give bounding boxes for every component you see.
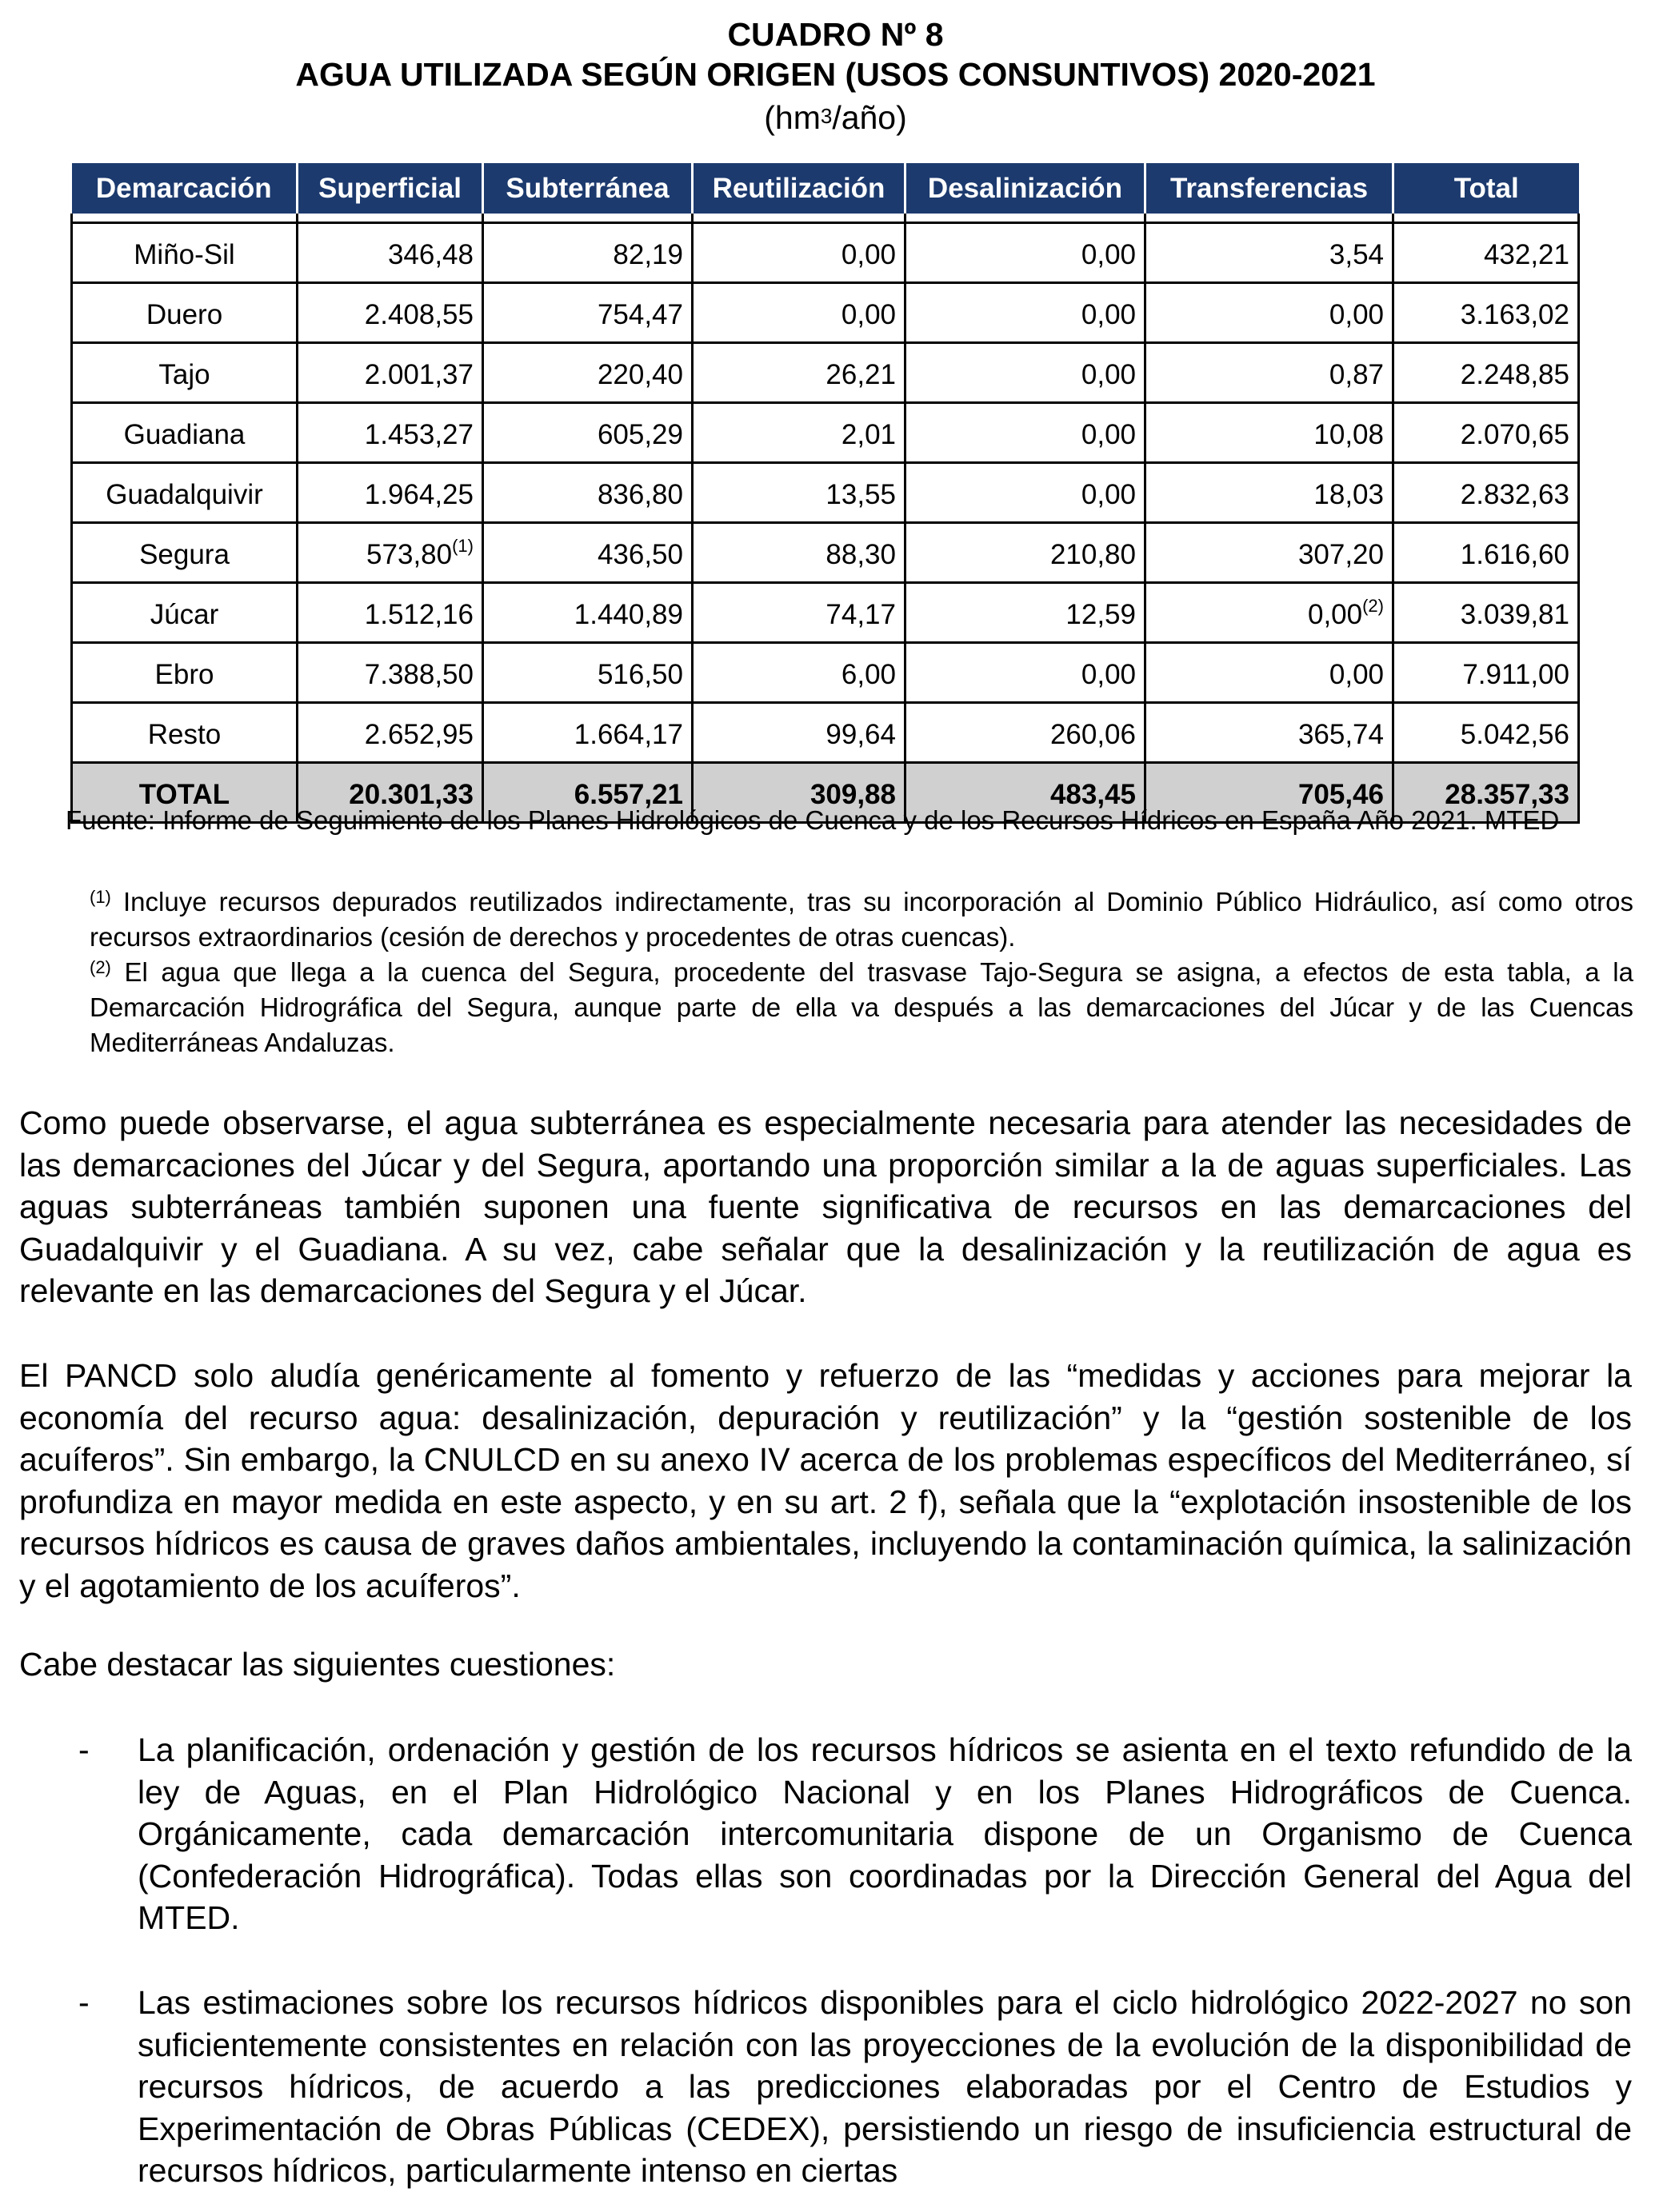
table-row: [72, 343, 1579, 403]
bullet-item-2: Las estimaciones sobre los recursos hídricos disponibles para el ciclo hidrológico 2022-2027 no son suficientemente consistentes en relación con las proyecciones de la evolución de la disponibilidad de recursos hídricos, de acuerdo a las predicciones elaboradas por el Centro de Estudios y Experimentación de Obras Públicas (CEDEX), persistiendo un riesgo de insuficiencia estructural de recursos hídricos, particularmente intenso en ciertas: [138, 1984, 1632, 2189]
cell-value: 1.453,27: [364, 419, 474, 450]
cell-value: 0,00: [1081, 419, 1136, 450]
cell-value: 307,20: [1297, 539, 1384, 570]
cell-value: 436,50: [597, 539, 683, 570]
cell-value: 309,88: [810, 779, 896, 810]
cell-value: Tajo: [158, 359, 210, 390]
cell-total: [1393, 523, 1579, 583]
cell-subterranea: [483, 343, 693, 403]
cell-value: 0,00: [1081, 659, 1136, 690]
cell-reutilizacion: [693, 703, 905, 763]
cell-subterranea: [483, 403, 693, 463]
table-row: [72, 703, 1579, 763]
paragraph-2: El PANCD solo aludía genéricamente al fomento y refuerzo de las “medidas y acciones para mejorar la economía del recurso agua: desalinización, depuración y reutilización” y la “gestión sostenible de los acuíferos”. Sin embargo, la CNULCD en su anexo IV acerca de los problemas específicos del Mediterráneo, sí profundiza en mayor medida en este aspecto, y en su art. 2 f), señala que la “explotación insostenible de los recursos hídricos es causa de graves daños ambientales, incluyendo la contaminación química, la salinización y el agotamiento de los acuíferos”.: [19, 1357, 1632, 1604]
table-units: [0, 98, 1671, 138]
cell-demarcacion: [72, 643, 298, 703]
cell-transferencias: [1145, 643, 1393, 703]
cell-superficial: [298, 403, 483, 463]
cell-value: 12,59: [1065, 599, 1136, 630]
cell-value: 220,40: [597, 359, 683, 390]
cell-desalinizacion: [905, 463, 1145, 523]
cell-value: 3.039,81: [1460, 599, 1569, 630]
header-transferencias: Transferencias: [1145, 163, 1393, 214]
cell-subterranea: [483, 283, 693, 343]
cell-desalinizacion: [905, 343, 1145, 403]
header-total: Total: [1393, 163, 1579, 214]
cell-desalinizacion: [905, 283, 1145, 343]
bullet-dash-2: -: [78, 1984, 90, 2021]
cell-value: 0,00: [841, 239, 896, 270]
cell-desalinizacion: [905, 643, 1145, 703]
table-subtitle: AGUA UTILIZADA SEGÚN ORIGEN (USOS CONSUNTIVOS) 2020-2021: [295, 56, 1376, 93]
cell-value: 0,87: [1329, 359, 1384, 390]
footnote-1-mark: (1): [90, 887, 111, 907]
cell-reutilizacion: [693, 463, 905, 523]
cell-value: 516,50: [597, 659, 683, 690]
cell-value: 0,00: [841, 299, 896, 330]
cell-transferencias: [1145, 283, 1393, 343]
cell-value: 483,45: [1049, 779, 1136, 810]
cell-value: 13,55: [826, 479, 896, 510]
units-text-end: /año): [832, 99, 907, 136]
header-superficial: Superficial: [298, 163, 483, 214]
table-row: [72, 583, 1579, 643]
cell-value: 1.616,60: [1460, 539, 1569, 570]
cell-demarcacion: [72, 223, 298, 283]
cell-value: Júcar: [150, 599, 219, 630]
units-exponent: 3: [820, 104, 833, 128]
cell-transferencias: [1145, 343, 1393, 403]
header-desalinizacion: Desalinización: [905, 163, 1145, 214]
cell-value: 74,17: [826, 599, 896, 630]
cell-reutilizacion: [693, 523, 905, 583]
cell-value: 2.001,37: [364, 359, 474, 390]
cell-value: 0,00: [1329, 299, 1384, 330]
table-row: [72, 403, 1579, 463]
cell-reutilizacion: [693, 643, 905, 703]
cell-subterranea: [483, 703, 693, 763]
cell-value: 82,19: [613, 239, 683, 270]
cell-demarcacion: [72, 523, 298, 583]
table-row: [72, 283, 1579, 343]
cell-value: 10,08: [1313, 419, 1384, 450]
cell-subterranea: [483, 523, 693, 583]
cell-superficial: [298, 643, 483, 703]
cell-value: 18,03: [1313, 479, 1384, 510]
footnote-1-text: Incluye recursos depurados reutilizados indirectamente, tras su incorporación al Dominio Público Hidráulico, así como otros recursos extraordinarios (cesión de derechos y procedentes de otras cuencas).: [90, 887, 1633, 952]
cell-value: 705,46: [1297, 779, 1384, 810]
table-header-row: [72, 163, 1579, 214]
cell-reutilizacion: [693, 403, 905, 463]
cell-desalinizacion: [905, 223, 1145, 283]
cell-value: 2.408,55: [364, 299, 474, 330]
cell-value: 3,54: [1329, 239, 1384, 270]
cell-value: Guadiana: [123, 419, 246, 450]
cell-total: [1393, 403, 1579, 463]
cell-transferencias: [1145, 523, 1393, 583]
cell-value: 2.652,95: [364, 719, 474, 750]
cell-value: Resto: [147, 719, 222, 750]
header-demarcacion: Demarcación: [72, 163, 298, 214]
bullet-item-1: La planificación, ordenación y gestión de los recursos hídricos se asienta en el texto refundido de la ley de Aguas, en el Plan Hidrológico Nacional y en los Planes Hidrográficos de Cuenca. Orgánicamente, cada demarcación intercomunitaria dispone de un Organismo de Cuenca (Confederación Hidrográfica). Todas ellas son coordinadas por la Dirección General del Agua del MTED.: [138, 1731, 1632, 1936]
cell-value: Guadalquivir: [106, 479, 263, 510]
cell-superficial: [298, 583, 483, 643]
cell-value: TOTAL: [138, 779, 230, 810]
cell-value: 210,80: [1049, 539, 1136, 570]
cell-transferencias: [1145, 463, 1393, 523]
cell-value: 1.964,25: [364, 479, 474, 510]
cell-superficial: [298, 523, 483, 583]
cell-total: [1393, 703, 1579, 763]
cell-value: 1.664,17: [574, 719, 683, 750]
cell-value: 2.832,63: [1460, 479, 1569, 510]
cell-subterranea: [483, 463, 693, 523]
cell-value: 99,64: [826, 719, 896, 750]
cell-total: [1393, 583, 1579, 643]
cell-desalinizacion: [905, 703, 1145, 763]
header-subterranea: Subterránea: [483, 163, 693, 214]
table-title: CUADRO Nº 8: [727, 16, 944, 53]
cell-value: 20.301,33: [349, 779, 474, 810]
footnote-ref-1: (1): [452, 536, 474, 556]
cell-value: 2,01: [841, 419, 896, 450]
cell-desalinizacion: [905, 583, 1145, 643]
cell-value: 7.388,50: [364, 659, 474, 690]
units-text: (hm: [764, 99, 821, 136]
table-row: [72, 523, 1579, 583]
cell-value: 1.512,16: [364, 599, 474, 630]
cell-value: 28.357,33: [1445, 779, 1569, 810]
table-row: [72, 463, 1579, 523]
table-spacer-row: [72, 214, 1579, 223]
cell-transferencias: [1145, 403, 1393, 463]
cell-reutilizacion: [693, 343, 905, 403]
cell-superficial: [298, 343, 483, 403]
cell-superficial: [298, 223, 483, 283]
paragraph-1: Como puede observarse, el agua subterránea es especialmente necesaria para atender las necesidades de las demarcaciones del Júcar y del Segura, aportando una proporción similar a la de aguas superficiales. Las aguas subterráneas también suponen una fuente significativa de recursos en las demarcaciones del Guadalquivir y el Guadiana. A su vez, cabe señalar que la desalinización y la reutilización de agua es relevante en las demarcaciones del Segura y el Júcar.: [19, 1104, 1632, 1309]
cell-value: 573,80: [366, 539, 453, 570]
paragraph-3: Cabe destacar las siguientes cuestiones:: [19, 1646, 616, 1683]
cell-value: 6,00: [841, 659, 896, 690]
cell-value: 260,06: [1049, 719, 1136, 750]
cell-value: 754,47: [597, 299, 683, 330]
cell-value: 0,00: [1081, 479, 1136, 510]
cell-value: 0,00: [1081, 359, 1136, 390]
table-source: Fuente: Informe de Seguimiento de los Planes Hidrológicos de Cuenca y de los Recursos Hídricos en España Año 2021. MTED: [66, 805, 1560, 835]
cell-demarcacion: [72, 343, 298, 403]
cell-value: 836,80: [597, 479, 683, 510]
cell-value: 365,74: [1297, 719, 1384, 750]
bullet-dash-1: -: [78, 1731, 90, 1768]
cell-transferencias: [1145, 703, 1393, 763]
footnote-2-text: El agua que llega a la cuenca del Segura, procedente del trasvase Tajo-Segura se asigna, a efectos de esta tabla, a la Demarcación Hidrográfica del Segura, aunque parte de ella va después a las demarcaciones del Júcar y de las Cuencas Mediterráneas Andaluzas.: [90, 957, 1633, 1057]
table-row: [72, 223, 1579, 283]
cell-value: 26,21: [826, 359, 896, 390]
cell-value: 3.163,02: [1460, 299, 1569, 330]
cell-transferencias: [1145, 223, 1393, 283]
footnote-2-mark: (2): [90, 957, 111, 977]
footnote-1: [90, 884, 1633, 955]
cell-value: 88,30: [826, 539, 896, 570]
cell-subterranea: [483, 223, 693, 283]
cell-value: Ebro: [154, 659, 214, 690]
cell-demarcacion: [72, 463, 298, 523]
water-usage-table: [70, 163, 1580, 824]
cell-superficial: [298, 463, 483, 523]
cell-value: 0,00: [1329, 659, 1384, 690]
cell-value: 0,00: [1081, 299, 1136, 330]
cell-value: 7.911,00: [1462, 659, 1569, 690]
cell-total: [1393, 343, 1579, 403]
footnote-ref-2: (2): [1362, 596, 1384, 616]
cell-value: 0,00: [1307, 599, 1363, 630]
cell-superficial: [298, 283, 483, 343]
cell-total: [1393, 643, 1579, 703]
cell-value: 2.248,85: [1460, 359, 1569, 390]
cell-total: [1393, 463, 1579, 523]
cell-total: [1393, 283, 1579, 343]
cell-demarcacion: [72, 403, 298, 463]
cell-reutilizacion: [693, 223, 905, 283]
table-row: [72, 643, 1579, 703]
cell-value: 432,21: [1483, 239, 1569, 270]
cell-superficial: [298, 703, 483, 763]
cell-value: Miño-Sil: [134, 239, 235, 270]
cell-subterranea: [483, 643, 693, 703]
footnote-2: [90, 955, 1633, 1060]
cell-transferencias: [1145, 583, 1393, 643]
cell-demarcacion: [72, 703, 298, 763]
cell-desalinizacion: [905, 403, 1145, 463]
cell-value: 6.557,21: [574, 779, 683, 810]
cell-reutilizacion: [693, 583, 905, 643]
cell-value: Duero: [146, 299, 223, 330]
cell-value: 605,29: [597, 419, 683, 450]
cell-value: 0,00: [1081, 239, 1136, 270]
cell-value: 346,48: [387, 239, 474, 270]
cell-value: Segura: [139, 539, 230, 570]
cell-value: 1.440,89: [574, 599, 683, 630]
header-reutilizacion: Reutilización: [693, 163, 905, 214]
cell-value: 5.042,56: [1460, 719, 1569, 750]
cell-subterranea: [483, 583, 693, 643]
cell-demarcacion: [72, 283, 298, 343]
cell-value: 2.070,65: [1460, 419, 1569, 450]
cell-reutilizacion: [693, 283, 905, 343]
cell-total: [1393, 223, 1579, 283]
cell-desalinizacion: [905, 523, 1145, 583]
cell-demarcacion: [72, 583, 298, 643]
